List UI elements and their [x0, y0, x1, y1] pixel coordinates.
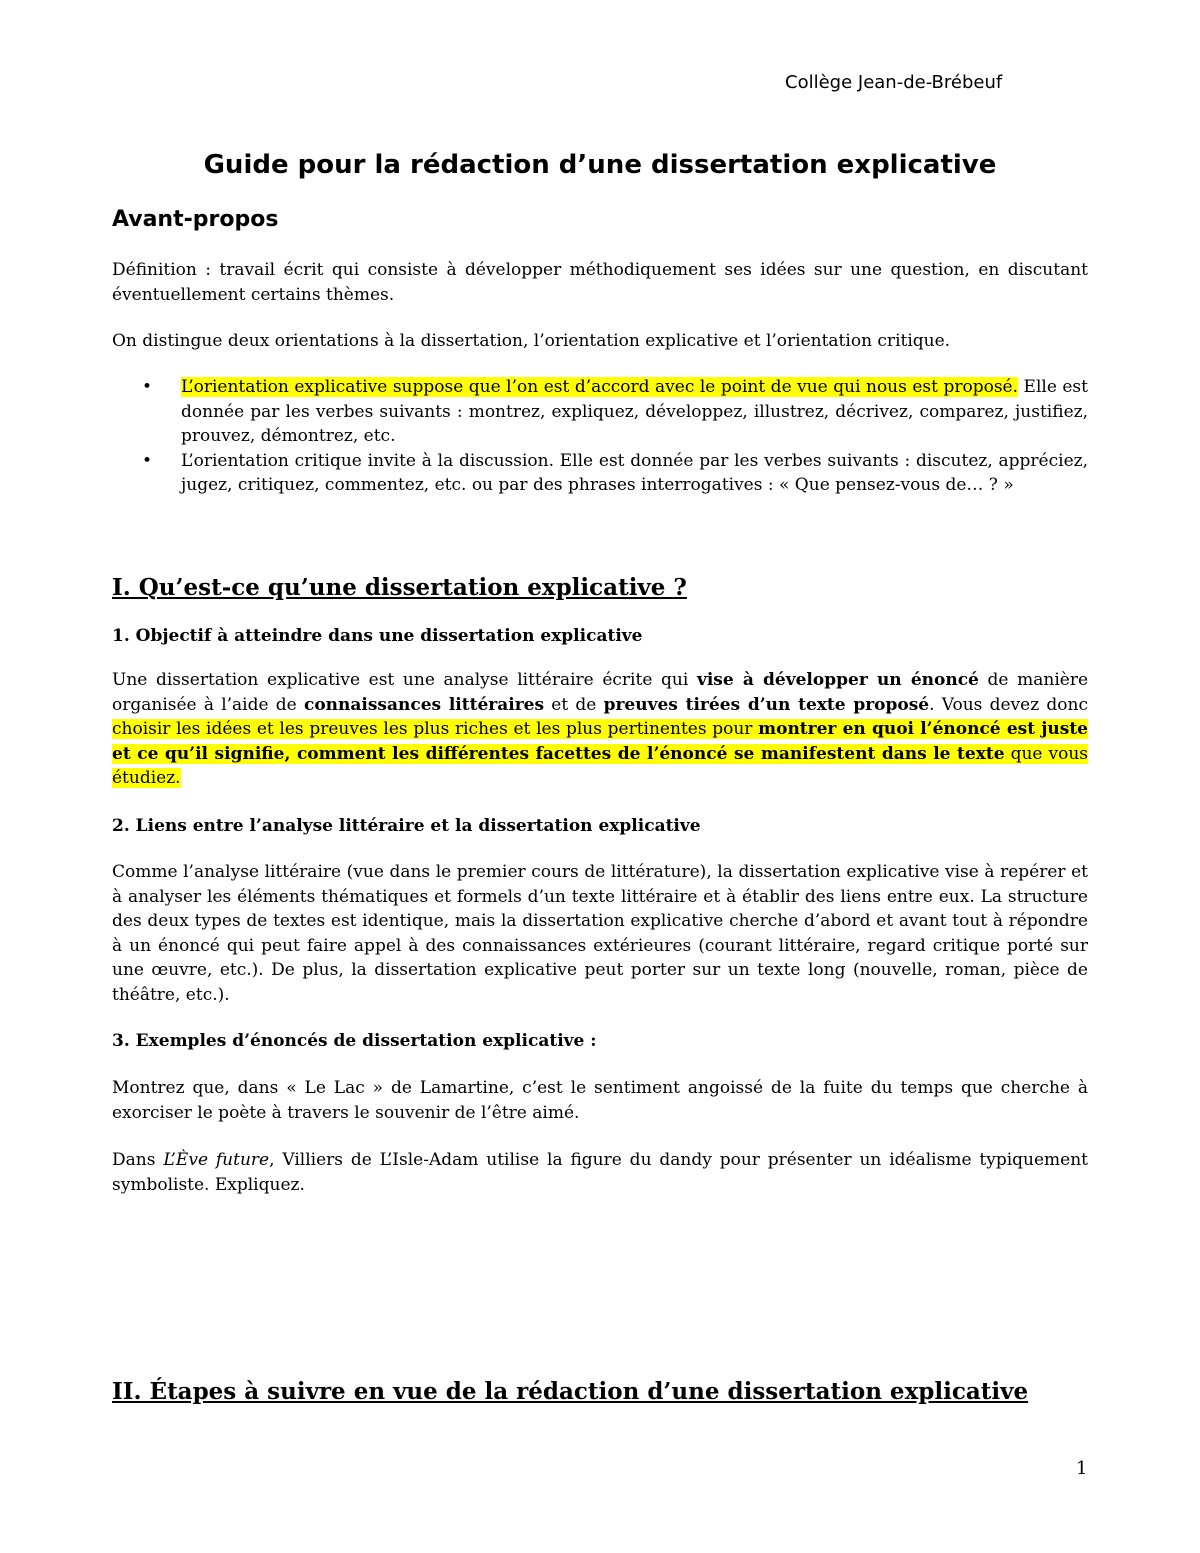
- bullet-icon: •: [142, 450, 153, 471]
- example-1-paragraph: Montrez que, dans « Le Lac » de Lamartine, c’est le sentiment angoissé de la fuite du temps que cherche à exorciser le poète à travers le souvenir de l’être aimé.: [112, 1078, 1088, 1123]
- text-run: , Villiers de L’Isle-Adam utilise la figure du dandy pour présenter un idéalisme typiquement symboliste. Expliquez.: [112, 1150, 1088, 1195]
- section-2-heading: II. Étapes à suivre en vue de la rédaction d’une dissertation explicative: [112, 1378, 1029, 1405]
- objective-paragraph: [112, 668, 1088, 791]
- example-2-paragraph: [112, 1148, 1088, 1197]
- bold-text: vise à développer un énoncé: [696, 670, 979, 690]
- subsection-2-heading: 2. Liens entre l’analyse littéraire et la dissertation explicative: [112, 816, 701, 836]
- bold-text: preuves tirées d’un texte proposé: [603, 694, 930, 715]
- text-run: Dans: [112, 1150, 164, 1170]
- list-item: [112, 375, 1088, 449]
- intro-paragraph: On distingue deux orientations à la dissertation, l’orientation explicative et l’orientation critique.: [112, 331, 951, 351]
- list-item-text: Elle est donnée par les verbes suivants : montrez, expliquez, développez, illustrez, décrivez, comparez, justifiez, prouvez, démontrez, etc.: [181, 377, 1088, 446]
- text-run: Une dissertation explicative est une analyse littéraire écrite qui: [112, 670, 697, 690]
- bold-text: connaissances littéraires: [303, 694, 545, 715]
- text-run: . Vous devez donc: [929, 694, 1088, 715]
- subsection-1-heading: 1. Objectif à atteindre dans une dissertation explicative: [112, 626, 643, 646]
- text-run: de manière organisée à l’aide de: [112, 670, 1089, 715]
- text-run: et de: [544, 694, 604, 715]
- highlighted-bold-text: montrer en quoi l’énoncé est juste et ce qu’il signifie, comment les différentes facettes de l’énoncé se manifestent dans le texte: [112, 719, 1088, 764]
- subsection-3-heading: 3. Exemples d’énoncés de dissertation explicative :: [112, 1031, 597, 1051]
- highlighted-text: L’orientation explicative suppose que l’on est d’accord avec le point de vue qui nous est proposé.: [181, 377, 1019, 397]
- highlighted-text: que vous étudiez.: [112, 743, 1089, 788]
- list-item-text: L’orientation critique invite à la discussion. Elle est donnée par les verbes suivants : discutez, appréciez, jugez, critiquez, commentez, etc. ou par des phrases interrogatives : « Que pensez-vous de… ? »: [181, 450, 1088, 495]
- page-number: 1: [1076, 1458, 1088, 1479]
- document-title: Guide pour la rédaction d’une dissertation explicative: [203, 150, 997, 180]
- highlighted-text: choisir les idées et les preuves les plus riches et les plus pertinentes pour: [112, 719, 759, 739]
- orientation-list: [112, 375, 1088, 498]
- bullet-icon: •: [142, 377, 153, 397]
- list-item: [112, 449, 1088, 498]
- links-paragraph: Comme l’analyse littéraire (vue dans le premier cours de littérature), la dissertation explicative vise à repérer et à analyser les éléments thématiques et formels d’un texte littéraire et à établir des liens entre eux. La structure des deux types de textes est identique, mais la dissertation explicative cherche d’abord et avant tout à répondre à un énoncé qui peut faire appel à des connaissances extérieures (courant littéraire, regard critique porté sur une œuvre, etc.). De plus, la dissertation explicative peut porter sur un texte long (nouvelle, roman, pièce de théâtre, etc.).: [112, 862, 1088, 1005]
- definition-paragraph: Définition : travail écrit qui consiste à développer méthodiquement ses idées sur une question, en discutant éventuellement certains thèmes.: [112, 260, 1088, 305]
- page-header: Collège Jean-de-Brébeuf: [785, 72, 1003, 93]
- section-1-heading: I. Qu’est-ce qu’une dissertation explicative ?: [112, 574, 687, 601]
- avant-propos-heading: Avant-propos: [112, 207, 279, 232]
- italic-title: L’Ève future: [163, 1150, 270, 1170]
